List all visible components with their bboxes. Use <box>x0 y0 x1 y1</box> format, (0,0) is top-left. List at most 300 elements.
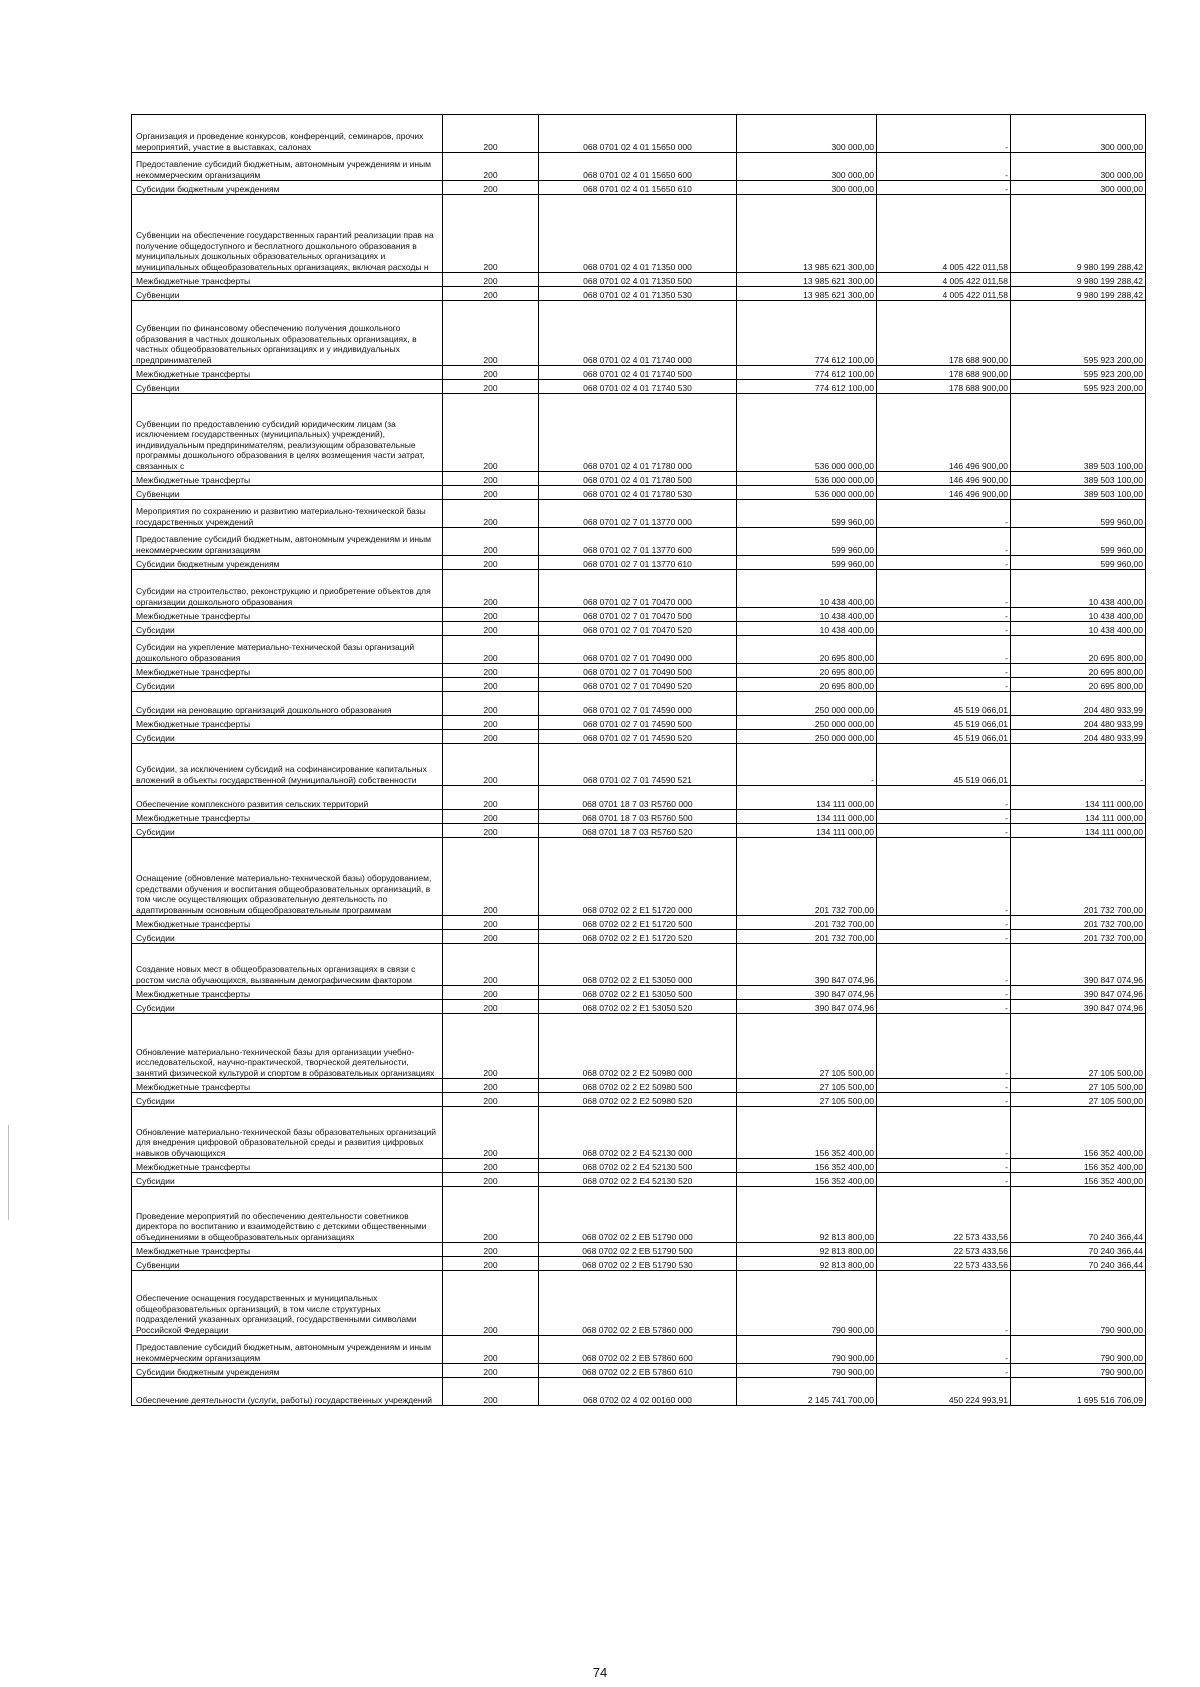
row-remaining-amount: 201 732 700,00 <box>1011 916 1146 930</box>
row-executed-amount: - <box>877 1173 1011 1187</box>
table-row <box>132 678 1146 692</box>
row-remaining-amount: 20 695 800,00 <box>1011 636 1146 664</box>
row-line-code: 200 <box>443 273 539 287</box>
row-line-code: 200 <box>443 528 539 556</box>
row-budget-code: 068 0702 02 2 EB 51790 500 <box>539 1243 737 1257</box>
row-executed-amount: - <box>877 1271 1011 1336</box>
row-name: Предоставление субсидий бюджетным, автономным учреждениям и иным некоммерческим организациям <box>132 1336 443 1364</box>
row-remaining-amount: 10 438 400,00 <box>1011 608 1146 622</box>
row-approved-amount: 536 000 000,00 <box>737 486 877 500</box>
row-budget-code: 068 0701 02 7 01 70490 500 <box>539 664 737 678</box>
row-name: Межбюджетные трансферты <box>132 1079 443 1093</box>
row-line-code: 200 <box>443 380 539 394</box>
row-executed-amount: 4 005 422 011,58 <box>877 287 1011 301</box>
row-line-code: 200 <box>443 1107 539 1159</box>
row-executed-amount: 45 519 066,01 <box>877 744 1011 786</box>
row-budget-code: 068 0702 02 2 E2 50980 520 <box>539 1093 737 1107</box>
table-row <box>132 786 1146 810</box>
table-row <box>132 486 1146 500</box>
row-name: Межбюджетные трансферты <box>132 472 443 486</box>
table-row <box>132 570 1146 608</box>
row-budget-code: 068 0701 02 7 01 70470 500 <box>539 608 737 622</box>
row-remaining-amount: 389 503 100,00 <box>1011 486 1146 500</box>
row-name: Обеспечение оснащения государственных и муниципальных общеобразовательных организаций, в том числе структурных подразделений указанных организаций, государственными символами Российской Федерации <box>132 1271 443 1336</box>
row-remaining-amount: 27 105 500,00 <box>1011 1014 1146 1079</box>
row-remaining-amount: 20 695 800,00 <box>1011 664 1146 678</box>
row-name: Межбюджетные трансферты <box>132 273 443 287</box>
table-row <box>132 1079 1146 1093</box>
row-remaining-amount: 9 980 199 288,42 <box>1011 273 1146 287</box>
row-executed-amount: - <box>877 944 1011 986</box>
row-budget-code: 068 0702 02 2 E1 51720 520 <box>539 930 737 944</box>
table-row <box>132 944 1146 986</box>
row-budget-code: 068 0702 02 2 E4 52130 000 <box>539 1107 737 1159</box>
row-remaining-amount: 790 900,00 <box>1011 1271 1146 1336</box>
table-row <box>132 1159 1146 1173</box>
table-row <box>132 1000 1146 1014</box>
row-remaining-amount: 10 438 400,00 <box>1011 570 1146 608</box>
row-remaining-amount: 790 900,00 <box>1011 1364 1146 1378</box>
row-line-code: 200 <box>443 486 539 500</box>
row-budget-code: 068 0701 02 7 01 70470 000 <box>539 570 737 608</box>
row-executed-amount: 4 005 422 011,58 <box>877 195 1011 273</box>
row-line-code: 200 <box>443 916 539 930</box>
row-executed-amount: - <box>877 636 1011 664</box>
row-budget-code: 068 0702 02 4 02 00160 000 <box>539 1378 737 1406</box>
row-budget-code: 068 0701 18 7 03 R5760 500 <box>539 810 737 824</box>
row-approved-amount: 250 000 000,00 <box>737 730 877 744</box>
row-line-code: 200 <box>443 287 539 301</box>
row-remaining-amount: 70 240 366,44 <box>1011 1243 1146 1257</box>
row-line-code: 200 <box>443 716 539 730</box>
row-line-code: 200 <box>443 1257 539 1271</box>
row-budget-code: 068 0702 02 2 EB 51790 000 <box>539 1187 737 1243</box>
row-name: Субсидии на строительство, реконструкцию и приобретение объектов для организации дошкольного образования <box>132 570 443 608</box>
row-budget-code: 068 0702 02 2 E1 51720 500 <box>539 916 737 930</box>
row-budget-code: 068 0701 02 4 01 71350 500 <box>539 273 737 287</box>
table-row <box>132 153 1146 181</box>
table-row <box>132 1173 1146 1187</box>
row-executed-amount: - <box>877 1000 1011 1014</box>
row-executed-amount: 22 573 433,56 <box>877 1257 1011 1271</box>
table-row <box>132 181 1146 195</box>
row-approved-amount: 27 105 500,00 <box>737 1079 877 1093</box>
row-executed-amount: - <box>877 1093 1011 1107</box>
table-row <box>132 636 1146 664</box>
row-remaining-amount: 134 111 000,00 <box>1011 786 1146 810</box>
row-remaining-amount: 70 240 366,44 <box>1011 1257 1146 1271</box>
row-approved-amount: 156 352 400,00 <box>737 1173 877 1187</box>
row-line-code: 200 <box>443 153 539 181</box>
row-approved-amount: 790 900,00 <box>737 1271 877 1336</box>
row-executed-amount: - <box>877 916 1011 930</box>
row-executed-amount: - <box>877 930 1011 944</box>
row-name: Субвенции <box>132 287 443 301</box>
row-approved-amount: 300 000,00 <box>737 115 877 153</box>
page-number: 74 <box>592 1665 608 1680</box>
row-budget-code: 068 0702 02 2 E4 52130 520 <box>539 1173 737 1187</box>
row-line-code: 200 <box>443 1187 539 1243</box>
row-budget-code: 068 0701 02 4 01 71740 000 <box>539 301 737 366</box>
row-name: Межбюджетные трансферты <box>132 366 443 380</box>
row-executed-amount: 22 573 433,56 <box>877 1187 1011 1243</box>
row-name: Субсидии <box>132 622 443 636</box>
row-remaining-amount: 389 503 100,00 <box>1011 394 1146 472</box>
row-budget-code: 068 0701 02 4 01 15650 600 <box>539 153 737 181</box>
row-executed-amount: - <box>877 622 1011 636</box>
row-executed-amount: 22 573 433,56 <box>877 1243 1011 1257</box>
row-executed-amount: 146 496 900,00 <box>877 472 1011 486</box>
row-line-code: 200 <box>443 1336 539 1364</box>
row-executed-amount: - <box>877 115 1011 153</box>
row-executed-amount: - <box>877 810 1011 824</box>
row-executed-amount: - <box>877 838 1011 916</box>
row-budget-code: 068 0701 02 4 01 71740 500 <box>539 366 737 380</box>
row-budget-code: 068 0701 02 7 01 74590 520 <box>539 730 737 744</box>
row-approved-amount: 390 847 074,96 <box>737 986 877 1000</box>
row-budget-code: 068 0701 02 4 01 71350 000 <box>539 195 737 273</box>
row-remaining-amount: 1 695 516 706,09 <box>1011 1378 1146 1406</box>
row-line-code: 200 <box>443 786 539 810</box>
row-approved-amount: 13 985 621 300,00 <box>737 287 877 301</box>
row-line-code: 200 <box>443 115 539 153</box>
row-executed-amount: - <box>877 1364 1011 1378</box>
row-executed-amount: 146 496 900,00 <box>877 486 1011 500</box>
row-remaining-amount: 390 847 074,96 <box>1011 986 1146 1000</box>
row-executed-amount: - <box>877 1159 1011 1173</box>
row-name: Субсидии бюджетным учреждениям <box>132 1364 443 1378</box>
row-budget-code: 068 0702 02 2 E2 50980 000 <box>539 1014 737 1079</box>
table-row <box>132 1107 1146 1159</box>
row-name: Проведение мероприятий по обеспечению деятельности советников директора по воспитанию и взаимодействию с детскими общественными объединениями в общеобразовательных организациях <box>132 1187 443 1243</box>
table-row <box>132 366 1146 380</box>
row-approved-amount: 92 813 800,00 <box>737 1257 877 1271</box>
row-name: Субсидии бюджетным учреждениям <box>132 556 443 570</box>
row-executed-amount: 146 496 900,00 <box>877 394 1011 472</box>
row-remaining-amount: 134 111 000,00 <box>1011 824 1146 838</box>
row-budget-code: 068 0701 02 4 01 71780 500 <box>539 472 737 486</box>
row-line-code: 200 <box>443 730 539 744</box>
row-name: Субсидии <box>132 824 443 838</box>
row-approved-amount: 27 105 500,00 <box>737 1093 877 1107</box>
row-budget-code: 068 0701 02 4 01 71350 530 <box>539 287 737 301</box>
row-budget-code: 068 0701 02 7 01 70470 520 <box>539 622 737 636</box>
table-row <box>132 608 1146 622</box>
table-row <box>132 1093 1146 1107</box>
row-remaining-amount: 300 000,00 <box>1011 115 1146 153</box>
row-approved-amount: 10 438 400,00 <box>737 570 877 608</box>
row-budget-code: 068 0701 02 7 01 13770 000 <box>539 500 737 528</box>
row-approved-amount: 774 612 100,00 <box>737 301 877 366</box>
row-line-code: 200 <box>443 1159 539 1173</box>
row-remaining-amount: 27 105 500,00 <box>1011 1093 1146 1107</box>
row-budget-code: 068 0701 18 7 03 R5760 520 <box>539 824 737 838</box>
row-budget-code: 068 0701 02 7 01 13770 610 <box>539 556 737 570</box>
row-line-code: 200 <box>443 1271 539 1336</box>
table-row <box>132 1364 1146 1378</box>
row-line-code: 200 <box>443 1378 539 1406</box>
row-budget-code: 068 0701 02 7 01 70490 520 <box>539 678 737 692</box>
row-budget-code: 068 0701 02 7 01 74590 500 <box>539 716 737 730</box>
row-budget-code: 068 0702 02 2 E4 52130 500 <box>539 1159 737 1173</box>
row-budget-code: 068 0701 02 4 01 15650 610 <box>539 181 737 195</box>
row-budget-code: 068 0702 02 2 E1 53050 500 <box>539 986 737 1000</box>
table-row <box>132 1243 1146 1257</box>
row-approved-amount: 10 438 400,00 <box>737 622 877 636</box>
row-line-code: 200 <box>443 824 539 838</box>
table-row <box>132 824 1146 838</box>
row-line-code: 200 <box>443 301 539 366</box>
row-remaining-amount: 201 732 700,00 <box>1011 930 1146 944</box>
row-budget-code: 068 0701 02 4 01 71740 530 <box>539 380 737 394</box>
row-approved-amount: 300 000,00 <box>737 153 877 181</box>
row-approved-amount: 390 847 074,96 <box>737 1000 877 1014</box>
row-remaining-amount: 595 923 200,00 <box>1011 366 1146 380</box>
row-line-code: 200 <box>443 366 539 380</box>
row-executed-amount: - <box>877 1336 1011 1364</box>
row-executed-amount: - <box>877 786 1011 810</box>
table-row <box>132 380 1146 394</box>
row-name: Субвенции на обеспечение государственных гарантий реализации прав на получение общедоступного и бесплатного дошкольного образования в муниципальных дошкольных образовательных организациях и муниципальных общеобразовательных организациях, включая расходы н <box>132 195 443 273</box>
row-budget-code: 068 0701 02 7 01 70490 000 <box>539 636 737 664</box>
row-remaining-amount: 9 980 199 288,42 <box>1011 195 1146 273</box>
row-executed-amount: 45 519 066,01 <box>877 716 1011 730</box>
row-name: Предоставление субсидий бюджетным, автономным учреждениям и иным некоммерческим организациям <box>132 528 443 556</box>
row-approved-amount: 2 145 741 700,00 <box>737 1378 877 1406</box>
row-name: Субсидии бюджетным учреждениям <box>132 181 443 195</box>
table-row <box>132 301 1146 366</box>
row-approved-amount: 20 695 800,00 <box>737 664 877 678</box>
table-row <box>132 744 1146 786</box>
row-name: Обновление материально-технической базы для организации учебно-исследовательской, научно-практической, творческой деятельности, занятий физической культурой и спортом в образовательных организациях <box>132 1014 443 1079</box>
table-row <box>132 195 1146 273</box>
row-approved-amount: - <box>737 744 877 786</box>
row-name: Субсидии <box>132 1093 443 1107</box>
row-executed-amount: - <box>877 153 1011 181</box>
row-approved-amount: 13 985 621 300,00 <box>737 273 877 287</box>
row-name: Мероприятия по сохранению и развитию материально-технической базы государственных учреждений <box>132 500 443 528</box>
row-budget-code: 068 0702 02 2 EB 51790 530 <box>539 1257 737 1271</box>
table-row <box>132 810 1146 824</box>
row-line-code: 200 <box>443 810 539 824</box>
row-approved-amount: 774 612 100,00 <box>737 380 877 394</box>
row-name: Межбюджетные трансферты <box>132 716 443 730</box>
row-budget-code: 068 0701 18 7 03 R5760 000 <box>539 786 737 810</box>
table-row <box>132 1336 1146 1364</box>
row-approved-amount: 201 732 700,00 <box>737 916 877 930</box>
row-remaining-amount: 595 923 200,00 <box>1011 301 1146 366</box>
row-remaining-amount: 389 503 100,00 <box>1011 472 1146 486</box>
row-line-code: 200 <box>443 472 539 486</box>
row-approved-amount: 92 813 800,00 <box>737 1187 877 1243</box>
table-row <box>132 716 1146 730</box>
row-remaining-amount: 134 111 000,00 <box>1011 810 1146 824</box>
row-approved-amount: 156 352 400,00 <box>737 1107 877 1159</box>
row-line-code: 200 <box>443 500 539 528</box>
table-row <box>132 838 1146 916</box>
row-budget-code: 068 0701 02 4 01 71780 530 <box>539 486 737 500</box>
row-name: Межбюджетные трансферты <box>132 986 443 1000</box>
row-line-code: 200 <box>443 195 539 273</box>
row-line-code: 200 <box>443 636 539 664</box>
row-budget-code: 068 0702 02 2 EB 57860 600 <box>539 1336 737 1364</box>
row-budget-code: 068 0701 02 7 01 74590 521 <box>539 744 737 786</box>
row-name: Межбюджетные трансферты <box>132 1159 443 1173</box>
row-remaining-amount: 201 732 700,00 <box>1011 838 1146 916</box>
row-approved-amount: 300 000,00 <box>737 181 877 195</box>
row-line-code: 200 <box>443 1243 539 1257</box>
row-line-code: 200 <box>443 678 539 692</box>
row-name: Субвенции <box>132 486 443 500</box>
row-name: Предоставление субсидий бюджетным, автономным учреждениям и иным некоммерческим организациям <box>132 153 443 181</box>
table-row <box>132 1271 1146 1336</box>
table-row <box>132 1257 1146 1271</box>
table-row <box>132 730 1146 744</box>
row-remaining-amount: 599 960,00 <box>1011 500 1146 528</box>
row-approved-amount: 790 900,00 <box>737 1336 877 1364</box>
row-approved-amount: 599 960,00 <box>737 500 877 528</box>
table-row <box>132 472 1146 486</box>
row-approved-amount: 156 352 400,00 <box>737 1159 877 1173</box>
row-executed-amount: - <box>877 1107 1011 1159</box>
row-name: Субвенции по предоставлению субсидий юридическим лицам (за исключением государственных (муниципальных) учреждений), индивидуальным предпринимателям, реализующим образовательные программы дошкольного образования в целях возмещения части затрат, связанных с <box>132 394 443 472</box>
row-budget-code: 068 0701 02 7 01 74590 000 <box>539 692 737 716</box>
row-name: Создание новых мест в общеобразовательных организациях в связи с ростом числа обучающихся, вызванным демографическим фактором <box>132 944 443 986</box>
row-name: Межбюджетные трансферты <box>132 608 443 622</box>
row-remaining-amount: 70 240 366,44 <box>1011 1187 1146 1243</box>
table-row <box>132 273 1146 287</box>
row-name: Субсидии <box>132 930 443 944</box>
table-row <box>132 916 1146 930</box>
row-executed-amount: - <box>877 986 1011 1000</box>
row-line-code: 200 <box>443 664 539 678</box>
row-approved-amount: 250 000 000,00 <box>737 692 877 716</box>
row-approved-amount: 27 105 500,00 <box>737 1014 877 1079</box>
row-name: Оснащение (обновление материально-технической базы) оборудованием, средствами обучения и воспитания общеобразовательных организаций, в том числе осуществляющих образовательную деятельность по адаптированным основным общеобразовательным программам <box>132 838 443 916</box>
row-remaining-amount: 595 923 200,00 <box>1011 380 1146 394</box>
row-approved-amount: 536 000 000,00 <box>737 394 877 472</box>
table-row <box>132 1187 1146 1243</box>
row-approved-amount: 201 732 700,00 <box>737 838 877 916</box>
row-executed-amount: 450 224 993,91 <box>877 1378 1011 1406</box>
row-name: Межбюджетные трансферты <box>132 664 443 678</box>
table-row <box>132 394 1146 472</box>
row-line-code: 200 <box>443 692 539 716</box>
row-executed-amount: 45 519 066,01 <box>877 692 1011 716</box>
table-row <box>132 287 1146 301</box>
row-budget-code: 068 0702 02 2 E1 51720 000 <box>539 838 737 916</box>
table-row <box>132 986 1146 1000</box>
row-remaining-amount: 390 847 074,96 <box>1011 944 1146 986</box>
row-name: Межбюджетные трансферты <box>132 916 443 930</box>
row-approved-amount: 790 900,00 <box>737 1364 877 1378</box>
row-executed-amount: - <box>877 608 1011 622</box>
row-line-code: 200 <box>443 1093 539 1107</box>
row-line-code: 200 <box>443 1014 539 1079</box>
row-remaining-amount: 10 438 400,00 <box>1011 622 1146 636</box>
row-remaining-amount: 156 352 400,00 <box>1011 1107 1146 1159</box>
row-budget-code: 068 0702 02 2 EB 57860 000 <box>539 1271 737 1336</box>
row-budget-code: 068 0702 02 2 E1 53050 000 <box>539 944 737 986</box>
row-name: Обеспечение комплексного развития сельских территорий <box>132 786 443 810</box>
row-name: Обновление материально-технической базы образовательных организаций для внедрения цифровой образовательной среды и развития цифровых навыков обучающихся <box>132 1107 443 1159</box>
row-remaining-amount: 204 480 933,99 <box>1011 692 1146 716</box>
row-executed-amount: 178 688 900,00 <box>877 301 1011 366</box>
row-line-code: 200 <box>443 838 539 916</box>
row-name: Субвенции <box>132 1257 443 1271</box>
row-executed-amount: 178 688 900,00 <box>877 366 1011 380</box>
row-remaining-amount: 300 000,00 <box>1011 181 1146 195</box>
row-approved-amount: 134 111 000,00 <box>737 786 877 810</box>
row-remaining-amount: 27 105 500,00 <box>1011 1079 1146 1093</box>
row-executed-amount: - <box>877 1079 1011 1093</box>
row-remaining-amount: 599 960,00 <box>1011 528 1146 556</box>
table-row <box>132 556 1146 570</box>
row-remaining-amount: 790 900,00 <box>1011 1336 1146 1364</box>
row-line-code: 200 <box>443 744 539 786</box>
row-executed-amount: - <box>877 570 1011 608</box>
row-name: Организация и проведение конкурсов, конференций, семинаров, прочих мероприятий, участие в выставках, салонах <box>132 115 443 153</box>
row-executed-amount: 178 688 900,00 <box>877 380 1011 394</box>
table-row <box>132 692 1146 716</box>
row-name: Субсидии на реновацию организаций дошкольного образования <box>132 692 443 716</box>
row-approved-amount: 250 000 000,00 <box>737 716 877 730</box>
row-line-code: 200 <box>443 1079 539 1093</box>
row-approved-amount: 599 960,00 <box>737 528 877 556</box>
row-name: Субсидии, за исключением субсидий на софинансирование капитальных вложений в объекты государственной (муниципальной) собственности <box>132 744 443 786</box>
row-approved-amount: 390 847 074,96 <box>737 944 877 986</box>
row-approved-amount: 536 000 000,00 <box>737 472 877 486</box>
row-approved-amount: 774 612 100,00 <box>737 366 877 380</box>
row-executed-amount: - <box>877 181 1011 195</box>
row-approved-amount: 10 438 400,00 <box>737 608 877 622</box>
row-budget-code: 068 0702 02 2 E2 50980 500 <box>539 1079 737 1093</box>
row-budget-code: 068 0701 02 7 01 13770 600 <box>539 528 737 556</box>
table-row <box>132 115 1146 153</box>
row-budget-code: 068 0701 02 4 01 71780 000 <box>539 394 737 472</box>
table-row <box>132 500 1146 528</box>
row-line-code: 200 <box>443 1364 539 1378</box>
row-line-code: 200 <box>443 394 539 472</box>
row-approved-amount: 20 695 800,00 <box>737 636 877 664</box>
row-remaining-amount: 156 352 400,00 <box>1011 1159 1146 1173</box>
table-row <box>132 664 1146 678</box>
row-line-code: 200 <box>443 930 539 944</box>
row-approved-amount: 134 111 000,00 <box>737 824 877 838</box>
row-name: Межбюджетные трансферты <box>132 1243 443 1257</box>
table-row <box>132 930 1146 944</box>
row-approved-amount: 20 695 800,00 <box>737 678 877 692</box>
table-row <box>132 622 1146 636</box>
row-name: Межбюджетные трансферты <box>132 810 443 824</box>
row-remaining-amount: 204 480 933,99 <box>1011 730 1146 744</box>
row-name: Субсидии <box>132 730 443 744</box>
row-approved-amount: 13 985 621 300,00 <box>737 195 877 273</box>
row-remaining-amount: 156 352 400,00 <box>1011 1173 1146 1187</box>
row-name: Субсидии <box>132 1000 443 1014</box>
row-approved-amount: 92 813 800,00 <box>737 1243 877 1257</box>
row-remaining-amount: 300 000,00 <box>1011 153 1146 181</box>
budget-execution-table <box>131 114 1146 1406</box>
row-name: Субсидии на укрепление материально-технической базы организаций дошкольного образования <box>132 636 443 664</box>
row-remaining-amount: 9 980 199 288,42 <box>1011 287 1146 301</box>
row-budget-code: 068 0701 02 4 01 15650 000 <box>539 115 737 153</box>
row-approved-amount: 599 960,00 <box>737 556 877 570</box>
row-name: Субсидии <box>132 1173 443 1187</box>
row-remaining-amount: - <box>1011 744 1146 786</box>
row-executed-amount: - <box>877 556 1011 570</box>
row-name: Обеспечение деятельности (услуги, работы) государственных учреждений <box>132 1378 443 1406</box>
